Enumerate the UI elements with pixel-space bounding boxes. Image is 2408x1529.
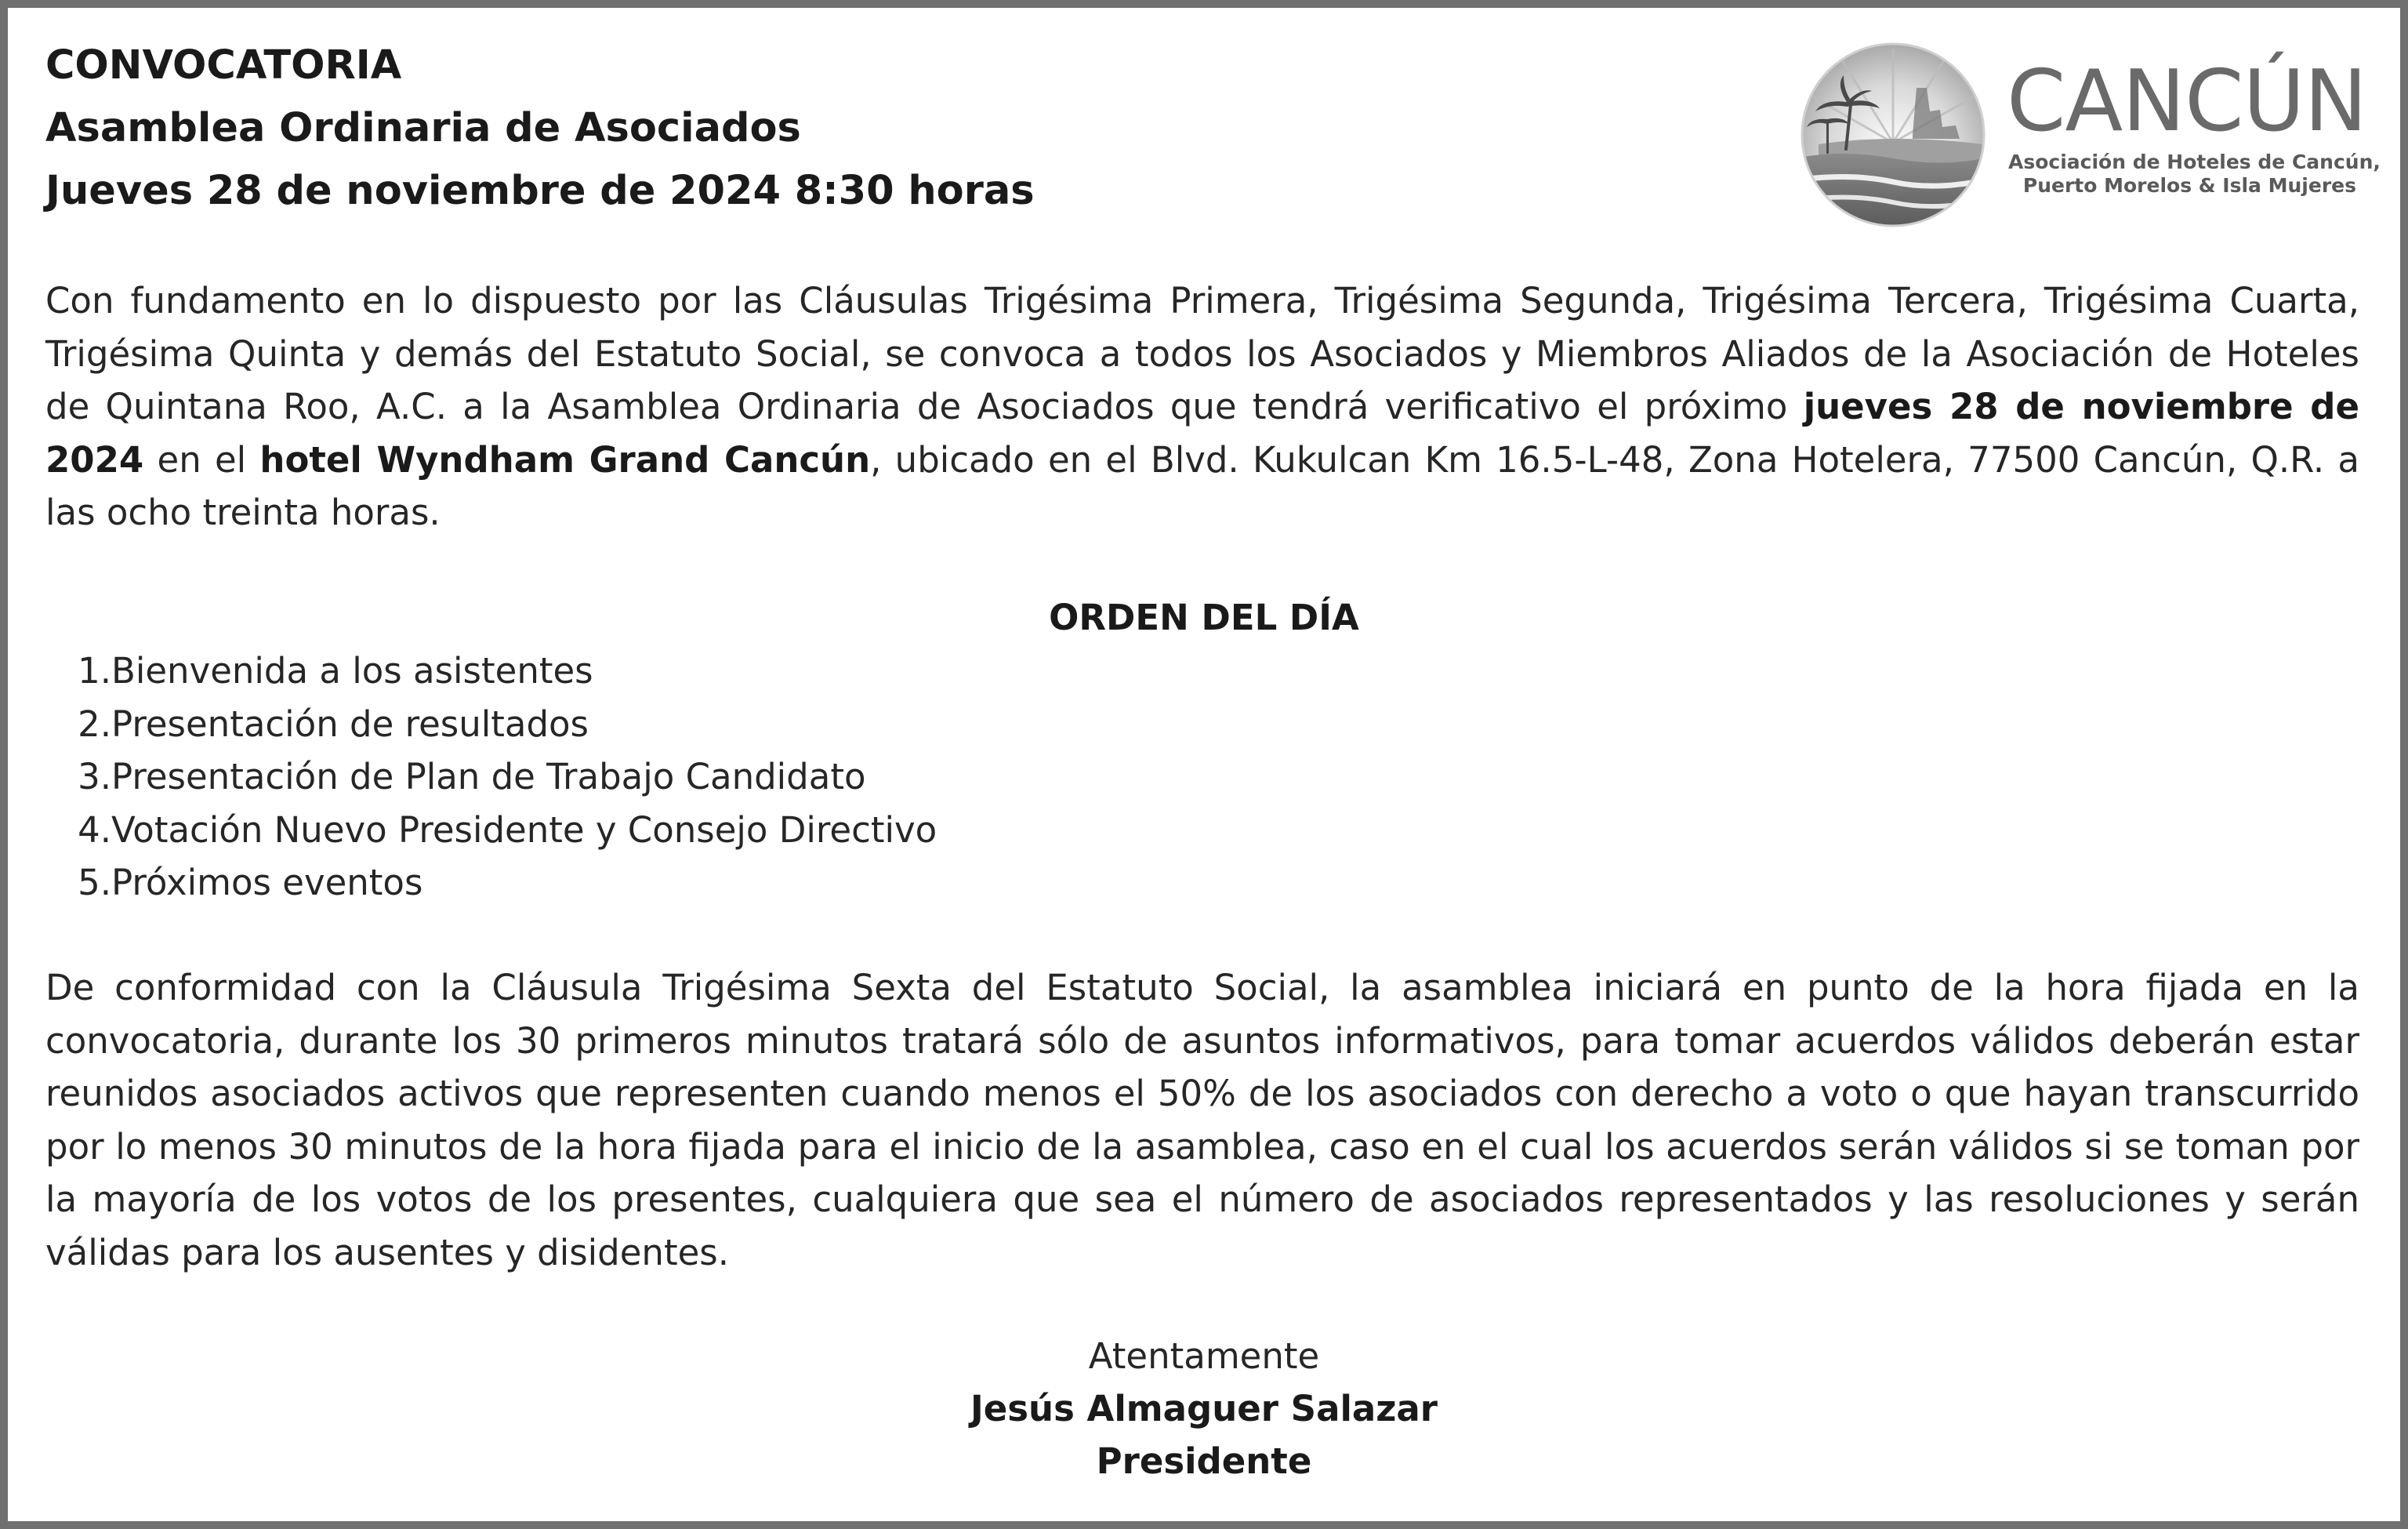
agenda-item-text: Votación Nuevo Presidente y Consejo Directivo [111,808,937,851]
agenda-item [45,698,937,751]
intro-text: en el [143,438,260,481]
agenda-item [45,804,937,857]
agenda-item-number: 1. [78,650,111,692]
agenda-list [45,645,937,910]
agenda-item-text: Próximos eventos [111,862,423,903]
signatory-name: Jesús Almaguer Salazar [970,1388,1438,1429]
logo-subtitle-line: Puerto Morelos & Isla Mujeres [2022,174,2356,197]
logo-subtitle-line: Asociación de Hoteles de Cancún, [2008,151,2381,173]
intro-text: , ubicado en el Blvd. Kukulcan Km 16.5-L-48, Zona Hotelera, 77500 Cancún, Q.R. a las ocho treinta horas. [45,438,2359,533]
logo-subtitle [2008,151,2381,198]
header-title: CONVOCATORIA [45,42,402,89]
agenda-item-number: 4. [78,808,111,851]
agenda-item-text: Bienvenida a los asistentes [111,650,593,692]
meeting-venue: hotel Wyndham Grand Cancún [259,438,871,481]
association-logo [1795,41,2381,245]
header-date: Jueves 28 de noviembre de 2024 8:30 horas [45,168,1035,214]
agenda-title: ORDEN DEL DÍA [1049,597,1359,638]
logo-wordmark: CANCÚN [2007,53,2367,151]
agenda-item-number: 2. [78,703,111,745]
intro-paragraph [45,274,2359,539]
signature-greeting: Atentamente [1088,1335,1320,1377]
closing-paragraph: De conformidad con la Cláusula Trigésima Sexta del Estatuto Social, la asamblea iniciará en punto de la hora fijada en la convocatoria, durante los 30 primeros minutos tratará sólo de asuntos informativos, para tomar acuerdos válidos deberán estar reunidos asociados activos que representen cuando menos el 50% de los asociados con derecho a voto o que hayan transcurrido por lo menos 30 minutos de la hora fijada para el inicio de la asamblea, caso en el cual los acuerdos serán válidos si se toman por la mayoría de los votos de los presentes, cualquiera que sea el número de asociados representados y las resoluciones y serán válidas para los ausentes y disidentes. [45,967,2359,1273]
intro-text: Con fundamento en lo dispuesto por las Cláusulas Trigésima Primera, Trigésima Segunda, Trigésima Tercera, Trigésima Cuarta, Trigésima Quinta y demás del Estatuto Social, se convoca a todos los Asociados y Miembros Aliados de la Asociación de Hoteles de Quintana Roo, A.C. a la Asamblea Ordinaria de Asociados que tendrá verificativo el próximo [45,280,2359,427]
header-subtitle: Asamblea Ordinaria de Asociados [45,105,801,151]
header-block [45,35,1035,223]
agenda-item-number: 5. [78,862,111,903]
agenda-item [45,750,937,804]
agenda-item [45,856,937,910]
agenda-item-text: Presentación de Plan de Trabajo Candidato [111,756,866,797]
meeting-date: jueves 28 de noviembre de 2024 [45,386,2360,481]
agenda-item-number: 3. [78,756,111,797]
palm-sun-waves-emblem-icon [1795,41,1991,237]
agenda-item [45,645,937,698]
agenda-item-text: Presentación de resultados [111,703,589,745]
signatory-role: Presidente [1096,1440,1312,1482]
